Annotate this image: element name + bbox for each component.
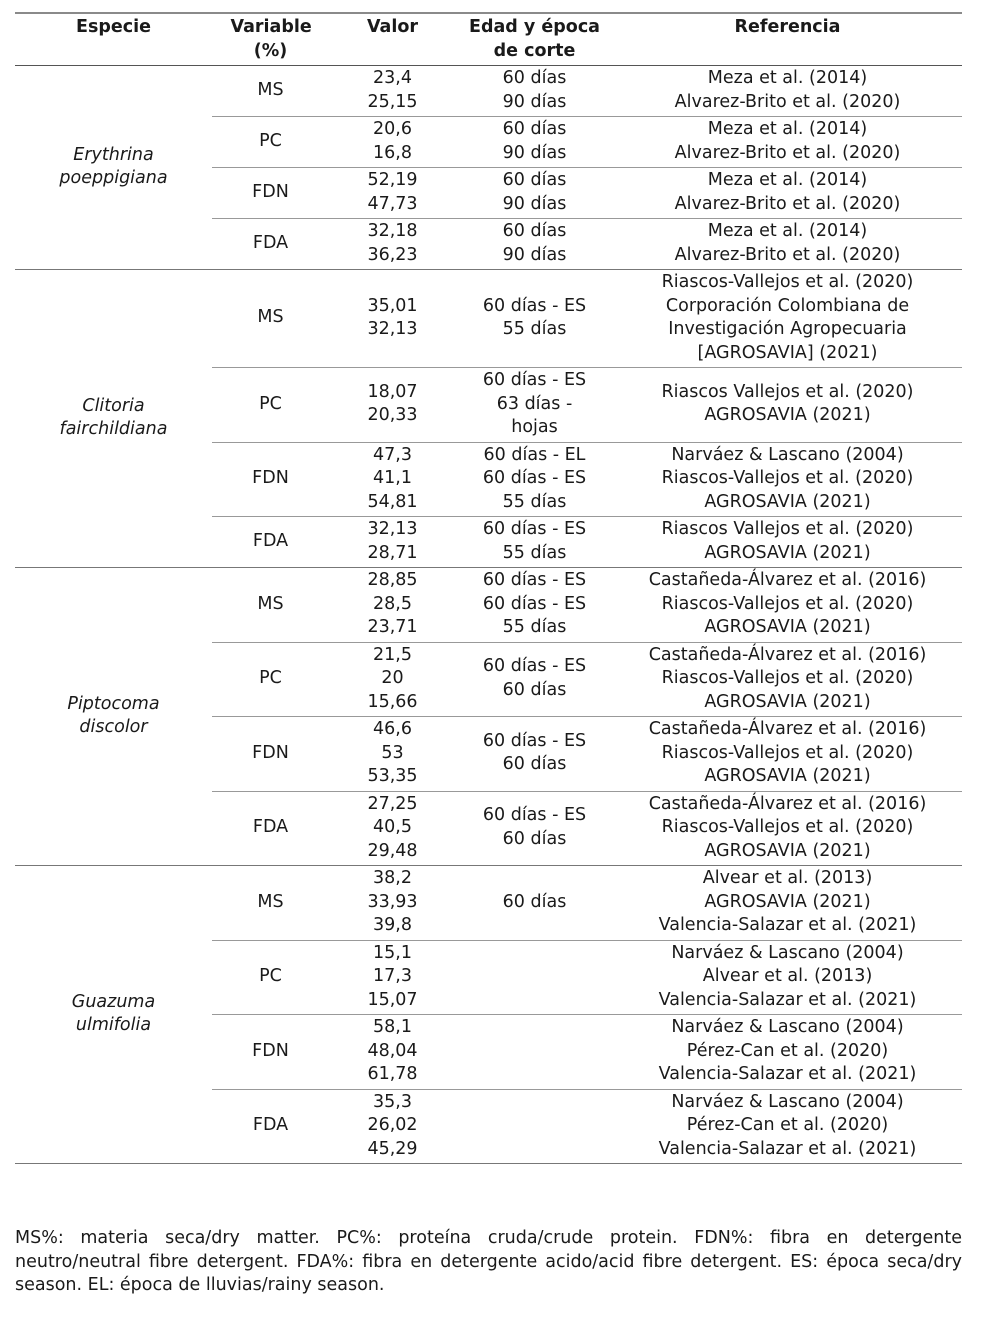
variable-cell: MS	[212, 270, 329, 368]
referencia-cell-line: Alvarez-Brito et al. (2020)	[674, 244, 901, 265]
edad-cell-line: 60 días	[502, 754, 567, 775]
referencia-cell-line: Meza et al. (2014)	[707, 119, 868, 139]
variable-cell: PC	[212, 642, 329, 717]
referencia-cell-line: AGROSAVIA (2021)	[704, 691, 871, 712]
valor-cell-line: 53	[381, 742, 404, 763]
edad-cell	[456, 368, 613, 443]
referencia-cell	[613, 168, 962, 219]
header-row	[15, 13, 962, 66]
edad-cell	[456, 866, 613, 941]
valor-cell	[329, 642, 456, 717]
edad-cell-line: 90 días	[502, 91, 567, 112]
edad-cell-line: 60 días - ES	[482, 593, 587, 614]
edad-cell	[456, 940, 613, 1015]
referencia-cell-line: Corporación Colombiana de	[665, 295, 910, 316]
valor-cell	[329, 517, 456, 568]
table-row	[15, 66, 962, 117]
edad-cell-line: 60 días - EL	[483, 444, 586, 465]
edad-cell	[456, 117, 613, 168]
forage-composition-table	[15, 12, 962, 1164]
valor-cell-line: 46,6	[373, 719, 412, 739]
valor-cell-line: 48,04	[367, 1040, 418, 1061]
referencia-cell	[613, 866, 962, 941]
referencia-cell-line: Narváez & Lascano (2004)	[671, 1091, 904, 1112]
referencia-cell-line: AGROSAVIA (2021)	[704, 766, 871, 786]
species-name-word: Piptocoma	[67, 693, 160, 714]
valor-cell-line: 32,18	[367, 221, 418, 241]
edad-cell-line: 60 días	[502, 828, 567, 849]
valor-cell-line: 40,5	[373, 817, 412, 837]
variable-cell: FDN	[212, 1015, 329, 1090]
referencia-cell-line: Valencia-Salazar et al. (2021)	[658, 1138, 917, 1159]
valor-cell-line: 33,93	[367, 891, 418, 912]
referencia-cell-line: Meza et al. (2014)	[707, 68, 868, 88]
referencia-cell	[613, 568, 962, 643]
referencia-cell	[613, 1015, 962, 1090]
edad-cell-line: 60 días	[502, 170, 567, 190]
valor-cell-line: 17,3	[373, 966, 412, 986]
edad-cell	[456, 1089, 613, 1164]
valor-cell	[329, 168, 456, 219]
valor-cell-line: 47,73	[367, 193, 418, 214]
referencia-cell	[613, 642, 962, 717]
valor-cell-line: 35,01	[367, 295, 418, 316]
valor-cell	[329, 1015, 456, 1090]
edad-cell-line: 63 días -	[496, 393, 573, 414]
referencia-cell-line: Castañeda-Álvarez et al. (2016)	[648, 719, 927, 739]
edad-cell	[456, 219, 613, 270]
referencia-cell	[613, 368, 962, 443]
valor-cell	[329, 66, 456, 117]
referencia-cell	[613, 940, 962, 1015]
edad-cell-line: 60 días	[502, 119, 567, 139]
edad-cell-line: 90 días	[502, 193, 567, 214]
edad-cell	[456, 517, 613, 568]
valor-cell-line: 53,35	[367, 766, 418, 786]
valor-cell-line: 15,1	[373, 942, 412, 963]
valor-cell	[329, 270, 456, 368]
referencia-cell-line: Alvear et al. (2013)	[702, 966, 873, 986]
table-row	[15, 568, 962, 643]
edad-cell	[456, 168, 613, 219]
valor-cell-line: 15,07	[367, 989, 418, 1010]
valor-cell-line: 15,66	[367, 691, 418, 712]
edad-cell-line: 60 días	[502, 679, 567, 700]
referencia-cell-line: Meza et al. (2014)	[707, 170, 868, 190]
edad-cell	[456, 442, 613, 517]
header-variable	[212, 13, 329, 66]
referencia-cell-line: Alvarez-Brito et al. (2020)	[674, 193, 901, 214]
valor-cell-line: 23,4	[373, 68, 412, 88]
valor-cell-line: 23,71	[367, 617, 418, 637]
referencia-cell-line: Riascos-Vallejos et al. (2020)	[661, 668, 914, 688]
referencia-cell-line: Riascos-Vallejos et al. (2020)	[661, 593, 914, 614]
header-especie: Especie	[15, 13, 212, 66]
valor-cell-line: 16,8	[373, 142, 412, 163]
valor-cell	[329, 117, 456, 168]
species-name-word: discolor	[79, 717, 148, 737]
edad-cell-line: 60 días - ES	[482, 370, 587, 390]
referencia-cell-line: Narváez & Lascano (2004)	[671, 1017, 904, 1037]
edad-cell	[456, 1015, 613, 1090]
header-variable-label: Variable (%)	[230, 17, 312, 61]
referencia-cell-line: AGROSAVIA (2021)	[704, 840, 871, 861]
referencia-cell-line: Valencia-Salazar et al. (2021)	[658, 1064, 917, 1084]
edad-cell-line: 55 días	[502, 491, 567, 512]
valor-cell	[329, 368, 456, 443]
edad-cell-line: 60 días - ES	[482, 468, 587, 488]
valor-cell-line: 20,33	[367, 405, 418, 426]
variable-cell: FDN	[212, 442, 329, 517]
referencia-cell-line: AGROSAVIA (2021)	[704, 891, 871, 912]
valor-cell-line: 52,19	[367, 170, 418, 190]
edad-cell-line: 55 días	[502, 319, 567, 339]
valor-cell	[329, 940, 456, 1015]
species-name	[15, 66, 212, 270]
edad-cell-line: 60 días	[502, 891, 567, 912]
valor-cell-line: 38,2	[373, 868, 412, 888]
edad-cell	[456, 717, 613, 792]
edad-cell-line: 60 días - ES	[482, 295, 587, 316]
referencia-cell-line: AGROSAVIA (2021)	[704, 617, 871, 637]
variable-cell: PC	[212, 368, 329, 443]
valor-cell-line: 32,13	[367, 319, 418, 339]
referencia-cell-line: Alvear et al. (2013)	[702, 868, 873, 888]
variable-cell: FDN	[212, 168, 329, 219]
edad-cell-line: 60 días - ES	[482, 730, 587, 751]
edad-cell-line: hojas	[511, 417, 558, 437]
edad-cell	[456, 791, 613, 866]
valor-cell-line: 45,29	[367, 1138, 418, 1159]
valor-cell-line: 29,48	[367, 840, 418, 861]
referencia-cell	[613, 219, 962, 270]
referencia-cell-line: Investigación Agropecuaria	[668, 319, 907, 339]
variable-cell: PC	[212, 940, 329, 1015]
variable-cell: FDA	[212, 517, 329, 568]
referencia-cell	[613, 517, 962, 568]
referencia-cell-line: Meza et al. (2014)	[707, 221, 868, 241]
valor-cell	[329, 219, 456, 270]
referencia-cell-line: Castañeda-Álvarez et al. (2016)	[648, 793, 927, 814]
valor-cell-line: 61,78	[367, 1064, 418, 1084]
valor-cell-line: 36,23	[367, 244, 418, 265]
valor-cell	[329, 442, 456, 517]
variable-cell: MS	[212, 66, 329, 117]
referencia-cell-line: Riascos Vallejos et al. (2020)	[661, 381, 914, 402]
valor-cell-line: 32,13	[367, 519, 418, 539]
edad-cell	[456, 642, 613, 717]
variable-cell: FDA	[212, 791, 329, 866]
edad-cell	[456, 66, 613, 117]
table-row	[15, 866, 962, 941]
header-edad	[456, 13, 613, 66]
valor-cell-line: 28,85	[367, 570, 418, 590]
referencia-cell-line: Valencia-Salazar et al. (2021)	[658, 915, 917, 935]
edad-cell-line: 60 días - ES	[482, 805, 587, 826]
valor-cell-line: 18,07	[367, 381, 418, 402]
valor-cell-line: 25,15	[367, 91, 418, 112]
valor-cell	[329, 1089, 456, 1164]
edad-cell	[456, 270, 613, 368]
valor-cell-line: 41,1	[373, 468, 412, 488]
referencia-cell-line: Riascos-Vallejos et al. (2020)	[661, 742, 914, 763]
header-referencia: Referencia	[613, 13, 962, 66]
species-name-word: Erythrina	[73, 144, 154, 165]
valor-cell	[329, 866, 456, 941]
referencia-cell-line: Riascos Vallejos et al. (2020)	[661, 519, 914, 539]
referencia-cell	[613, 66, 962, 117]
species-name	[15, 568, 212, 866]
referencia-cell-line: Pérez-Can et al. (2020)	[686, 1040, 889, 1061]
valor-cell-line: 47,3	[373, 444, 412, 465]
referencia-cell-line: AGROSAVIA (2021)	[704, 405, 871, 426]
valor-cell-line: 26,02	[367, 1115, 418, 1135]
variable-cell: FDA	[212, 219, 329, 270]
valor-cell-line: 35,3	[373, 1091, 412, 1112]
header-valor: Valor	[329, 13, 456, 66]
referencia-cell	[613, 442, 962, 517]
edad-cell-line: 60 días	[502, 221, 567, 241]
species-name-word: fairchildiana	[59, 419, 168, 439]
referencia-cell-line: Castañeda-Álvarez et al. (2016)	[648, 644, 927, 665]
valor-cell-line: 20	[381, 668, 404, 688]
edad-cell-line: 60 días - ES	[482, 656, 587, 677]
valor-cell-line: 28,5	[373, 593, 412, 614]
referencia-cell-line: Riascos-Vallejos et al. (2020)	[661, 817, 914, 837]
species-name-word: poeppigiana	[59, 168, 168, 188]
referencia-cell-line: Alvarez-Brito et al. (2020)	[674, 142, 901, 163]
valor-cell-line: 54,81	[367, 491, 418, 512]
table-footnote: MS%: materia seca/dry matter. PC%: proteína cruda/crude protein. FDN%: fibra en detergente neutro/neutral fibre detergent. FDA%: fibra en detergente acido/acid fibre detergent. ES: época seca/dry season. EL: época de lluvias/rainy season.	[15, 1228, 962, 1295]
edad-cell-line: 90 días	[502, 142, 567, 163]
variable-cell: FDA	[212, 1089, 329, 1164]
valor-cell	[329, 717, 456, 792]
species-name	[15, 866, 212, 1164]
species-name	[15, 270, 212, 568]
table-row	[15, 270, 962, 368]
referencia-cell	[613, 270, 962, 368]
variable-cell: FDN	[212, 717, 329, 792]
referencia-cell-line: AGROSAVIA (2021)	[704, 491, 871, 512]
referencia-cell	[613, 717, 962, 792]
referencia-cell-line: Riascos-Vallejos et al. (2020)	[661, 468, 914, 488]
species-name-word: Guazuma	[71, 991, 156, 1012]
referencia-cell-line: Castañeda-Álvarez et al. (2016)	[648, 570, 927, 590]
referencia-cell-line: Riascos-Vallejos et al. (2020)	[661, 272, 914, 292]
valor-cell-line: 39,8	[373, 915, 412, 935]
edad-cell	[456, 568, 613, 643]
referencia-cell-line: Valencia-Salazar et al. (2021)	[658, 989, 917, 1010]
edad-cell-line: 60 días - ES	[482, 570, 587, 590]
edad-cell-line: 60 días	[502, 68, 567, 88]
edad-cell-line: 90 días	[502, 244, 567, 265]
referencia-cell	[613, 791, 962, 866]
valor-cell-line: 28,71	[367, 542, 418, 563]
valor-cell	[329, 791, 456, 866]
referencia-cell-line: Pérez-Can et al. (2020)	[686, 1115, 889, 1135]
valor-cell-line: 58,1	[373, 1017, 412, 1037]
valor-cell-line: 20,6	[373, 119, 412, 139]
referencia-cell-line: Narváez & Lascano (2004)	[671, 942, 904, 963]
referencia-cell	[613, 117, 962, 168]
edad-cell-line: 55 días	[502, 617, 567, 637]
referencia-cell	[613, 1089, 962, 1164]
edad-cell-line: 55 días	[502, 542, 567, 563]
edad-cell-line: 60 días - ES	[482, 519, 587, 539]
valor-cell-line: 27,25	[367, 793, 418, 814]
species-name-word: Clitoria	[82, 395, 145, 416]
valor-cell	[329, 568, 456, 643]
referencia-cell-line: Alvarez-Brito et al. (2020)	[674, 91, 901, 112]
variable-cell: PC	[212, 117, 329, 168]
header-edad-label: Edad y época de corte	[468, 17, 600, 61]
referencia-cell-line: AGROSAVIA (2021)	[704, 542, 871, 563]
valor-cell-line: 21,5	[373, 644, 412, 665]
variable-cell: MS	[212, 866, 329, 941]
species-name-word: ulmifolia	[75, 1015, 152, 1035]
referencia-cell-line: [AGROSAVIA] (2021)	[697, 342, 878, 363]
referencia-cell-line: Narváez & Lascano (2004)	[671, 444, 904, 465]
variable-cell: MS	[212, 568, 329, 643]
